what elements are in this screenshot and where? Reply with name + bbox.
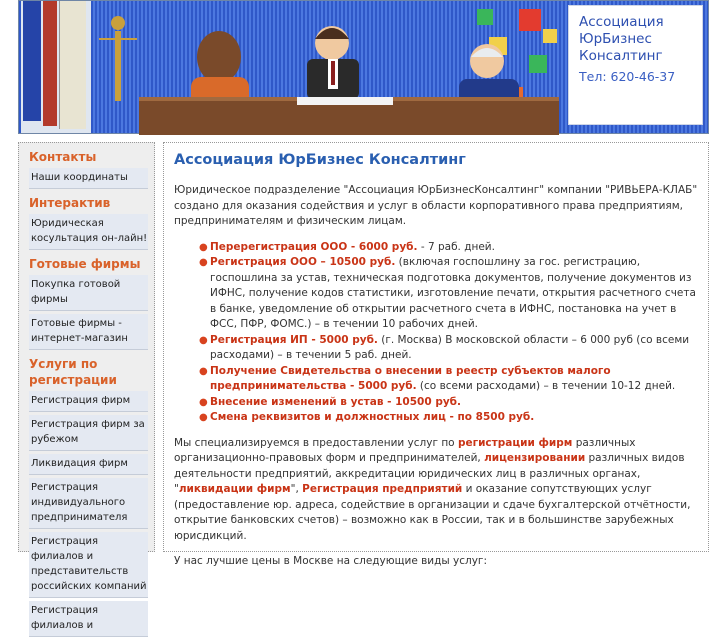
paragraph-text: Мы специализируемся в предоставлении услуг по	[174, 436, 458, 449]
list-item	[199, 395, 698, 411]
bullet-icon: ●	[199, 396, 208, 408]
list-item	[199, 240, 698, 256]
sidebar-heading-contacts: Контакты	[29, 150, 97, 164]
service-name: Перерегистрация ООО - 6000 руб.	[210, 240, 418, 253]
paragraph-text: различных видов деятельности предприятий, аккредитации юридических лиц в различных органах, "	[174, 452, 685, 495]
sidebar-item-individual-entrepreneur[interactable]: Регистрация индивидуального предпринимателя	[29, 478, 148, 529]
sidebar-heading-ready-firms: Готовые фирмы	[29, 257, 141, 271]
sidebar-heading-registration-services: Услуги по регистрации	[29, 357, 117, 387]
bullet-icon: ●	[199, 412, 208, 423]
liquidation-link[interactable]: ликвидации фирм	[178, 483, 291, 495]
bullet-icon: ●	[199, 257, 208, 268]
list-item	[199, 410, 698, 426]
sidebar-item-firm-registration[interactable]: Регистрация фирм	[29, 391, 148, 412]
company-name-line-3: Консалтинг	[579, 48, 663, 64]
sidebar-item-online-consultation[interactable]: Юридическая косультация он-лайн!	[29, 214, 148, 250]
list-item	[199, 364, 698, 395]
sidebar-item-branch-registration-2[interactable]: Регистрация филиалов и	[29, 601, 148, 637]
sidebar-item-our-coordinates[interactable]: Наши координаты	[29, 168, 148, 189]
bullet-icon: ●	[199, 241, 208, 253]
company-info-card	[568, 5, 703, 125]
sidebar-item-ready-firms-shop[interactable]: Готовые фирмы - интернет-магазин	[29, 314, 148, 350]
service-name: Получение Свидетельства о внесении в реестр субъектов малого предпринимательства - 5000 руб.	[210, 364, 611, 392]
service-details: (г. Москва) В московской области – 6 000 руб (со всеми расходами) – в течении 5 раб. дней.	[210, 333, 690, 361]
service-details: (включая госпошлину за гос. регистрацию, госпошлина за устав, техническая подготовка документов, получение документов из ИФНС, получение кодов статистики, изготовление печати, открытия расчетного счета в банке, уведомление об открытии расчетного счета в ИФНС, постановка на учет в ФСС, ПФР, ФОМС.) – в течении 10 рабочих дней.	[210, 256, 696, 330]
firm-registration-link[interactable]: регистрации фирм	[457, 436, 573, 449]
service-details: (со всеми расходами) – в течении 10-12 дней.	[416, 380, 676, 392]
company-name-line-2: ЮрБизнес	[579, 31, 652, 47]
company-name-line-1: Ассоциация	[579, 14, 664, 30]
sidebar-heading-interactive: Интерактив	[29, 196, 111, 210]
service-name: Регистрация ООО – 10500 руб.	[210, 256, 396, 268]
best-prices-paragraph: У нас лучшие цены в Москве на следующие виды услуг:	[174, 555, 487, 567]
list-item	[199, 333, 698, 364]
service-name: Смена реквизитов и должностных лиц - по 8500 руб.	[210, 411, 535, 423]
bullet-icon: ●	[199, 365, 208, 377]
paragraph-text: ",	[290, 483, 303, 495]
service-name: Регистрация ИП - 5000 руб.	[210, 333, 378, 346]
services-list	[174, 240, 698, 426]
sidebar-item-foreign-registration[interactable]: Регистрация фирм за рубежом	[29, 415, 148, 451]
paragraph-text: и оказание сопутствующих услуг (предоставление юр. адреса, содействие в организации и сдаче бухгалтерской отчётности, открытие банковских счетов) – возможно как в России, так и в большинстве зарубежных юрисдикций.	[174, 483, 691, 542]
bullet-icon: ●	[199, 334, 208, 346]
list-item	[199, 255, 698, 333]
company-phone: Тел: 620-46-37	[579, 69, 676, 84]
sidebar-item-buy-ready-firm[interactable]: Покупка готовой фирмы	[29, 275, 148, 311]
enterprise-registration-link[interactable]: Регистрация предприятий	[302, 483, 463, 495]
service-name: Внесение изменений в устав - 10500 руб.	[210, 395, 461, 408]
licensing-link[interactable]: лицензировании	[484, 452, 586, 464]
specialization-paragraph	[174, 436, 698, 545]
intro-paragraph: Юридическое подразделение "Ассоциация ЮрБизнесКонсалтинг" компании "РИВЬЕРА-КЛАБ" создано для оказания содействия и услуг в области корпоративного права предприятиям, предпринимателям и физическим лицам.	[174, 184, 698, 227]
sidebar	[18, 142, 155, 631]
header-banner	[18, 0, 709, 134]
main-content	[163, 142, 709, 567]
sidebar-item-firm-liquidation[interactable]: Ликвидация фирм	[29, 454, 148, 475]
service-details: - 7 раб. дней.	[417, 240, 495, 253]
sidebar-item-branch-registration[interactable]: Регистрация филиалов и представительств российских компаний	[29, 532, 148, 598]
paragraph-text: различных организационно-правовых форм и предпринимателей,	[174, 436, 636, 464]
page-title: Ассоциация ЮрБизнес Консалтинг	[174, 152, 466, 168]
